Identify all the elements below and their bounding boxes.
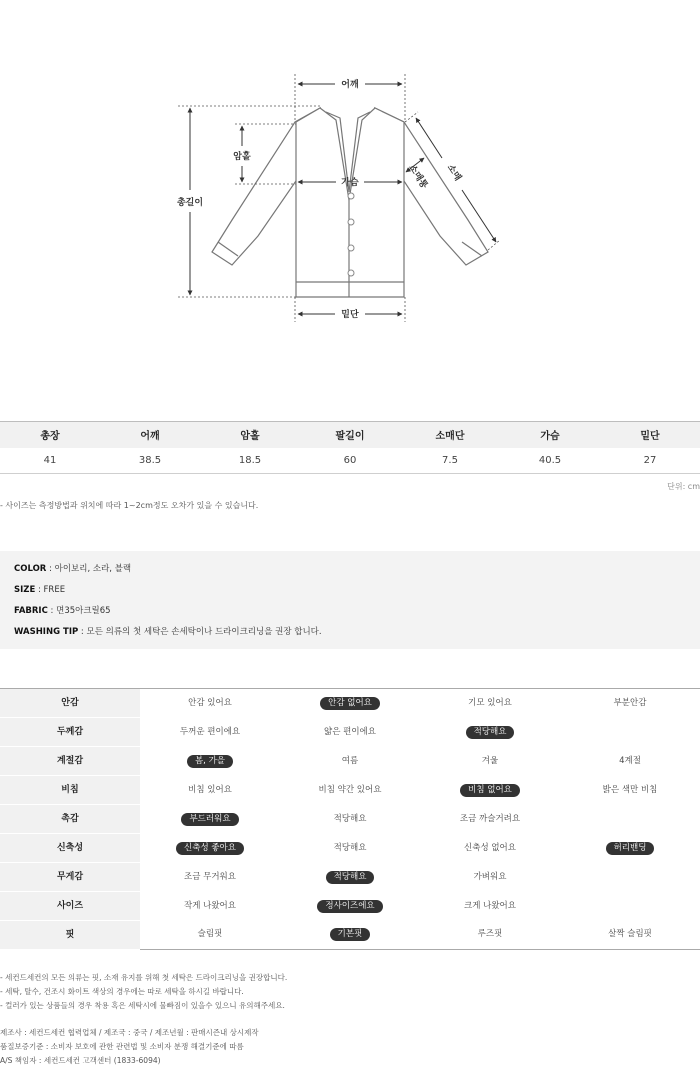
fit-option-cell [560, 747, 700, 776]
header-total-length: 총장 [0, 422, 100, 448]
fit-option: 부분안감 [613, 697, 647, 708]
fit-row [0, 805, 700, 834]
fit-row [0, 689, 700, 718]
fit-row-label: 무게감 [0, 863, 140, 892]
fit-option: 가벼워요 [473, 871, 507, 882]
size-note: - 사이즈는 측정방법과 위치에 따라 1~2cm정도 오차가 있을 수 있습니다. [0, 501, 259, 510]
care-notes [0, 971, 287, 1013]
fit-option-cell [280, 689, 420, 718]
info-color: COLOR : 아이보리, 소라, 블랙 [14, 564, 132, 574]
fit-row-label: 신축성 [0, 834, 140, 863]
fit-option: 슬림핏 [197, 929, 223, 940]
fit-row-label: 핏 [0, 921, 140, 950]
fit-row [0, 718, 700, 747]
fit-row-label: 비침 [0, 776, 140, 805]
fit-option-selected: 안감 없어요 [320, 697, 380, 710]
fit-row [0, 863, 700, 892]
fit-option-selected: 비침 없어요 [460, 784, 520, 797]
fit-option: 여름 [341, 755, 359, 766]
fit-option-cell [420, 689, 560, 718]
fit-option-cell [280, 892, 420, 921]
fit-option: 얇은 편이에요 [324, 726, 376, 737]
fit-option-cell [140, 776, 280, 805]
fit-option-selected: 적당해요 [326, 871, 375, 884]
fit-row [0, 747, 700, 776]
fit-option-cell [140, 718, 280, 747]
fit-option-cell [560, 921, 700, 950]
fit-option-cell [280, 805, 420, 834]
size-table [0, 421, 700, 474]
fit-option-selected: 신축성 좋아요 [176, 842, 244, 855]
fit-option: 적당해요 [333, 842, 367, 853]
label-chest: 가슴 [341, 178, 359, 188]
header-sleeve-length: 팔길이 [300, 422, 400, 448]
fit-option-selected: 허리밴딩 [606, 842, 655, 855]
fit-option-cell [420, 921, 560, 950]
fit-option-cell [420, 834, 560, 863]
fit-row [0, 892, 700, 921]
fit-option: 겨울 [481, 755, 499, 766]
fit-option-cell [280, 834, 420, 863]
fit-option-cell [140, 921, 280, 950]
header-shoulder: 어깨 [100, 422, 200, 448]
fit-option: 살짝 슬림핏 [608, 929, 652, 940]
info-fabric: FABRIC : 면35아크릴65 [14, 606, 111, 616]
maker-line: A/S 책임자 : 세컨드세컨 고객센터 (1833-6094) [0, 1056, 161, 1065]
fit-option-cell [140, 834, 280, 863]
value-shoulder: 38.5 [100, 448, 200, 474]
fit-option: 신축성 없어요 [464, 842, 516, 853]
header-chest: 가슴 [500, 422, 600, 448]
fit-row-label: 사이즈 [0, 892, 140, 921]
value-chest: 40.5 [500, 448, 600, 474]
fit-option-cell [420, 747, 560, 776]
fit-option: 크게 나왔어요 [464, 900, 516, 911]
fit-option: 적당해요 [333, 813, 367, 824]
fit-row [0, 776, 700, 805]
size-table-header [0, 422, 700, 448]
label-total-length: 총길이 [176, 198, 204, 208]
fit-option-cell [560, 892, 700, 921]
fit-option: 조금 까슬거려요 [459, 813, 521, 824]
label-cuff: 소매통 [406, 163, 429, 191]
fit-option: 안감 있어요 [188, 697, 232, 708]
fit-option-selected: 기본핏 [330, 928, 371, 941]
fit-option-cell [280, 776, 420, 805]
value-cuff: 7.5 [400, 448, 500, 474]
fit-option: 두꺼운 편이에요 [179, 726, 241, 737]
fit-option-cell [560, 776, 700, 805]
cardigan-measurement-diagram [0, 60, 700, 340]
fit-row [0, 921, 700, 950]
header-cuff: 소매단 [400, 422, 500, 448]
cardigan-outline [212, 108, 488, 297]
fit-option-cell [280, 863, 420, 892]
fit-option-cell [280, 747, 420, 776]
fit-row-label: 안감 [0, 689, 140, 718]
care-note: - 세탁, 탈수, 건조시 화이트 색상의 경우에는 따로 세탁을 하시길 바랍니다. [0, 987, 244, 996]
fit-option: 비침 약간 있어요 [318, 784, 382, 795]
fit-row-label: 계절감 [0, 747, 140, 776]
fit-option-cell [420, 805, 560, 834]
fit-row-label: 두께감 [0, 718, 140, 747]
label-sleeve: 소매 [444, 162, 463, 183]
header-hem: 밑단 [600, 422, 700, 448]
fit-option: 루즈핏 [477, 929, 503, 940]
fit-option: 밝은 색만 비침 [602, 784, 658, 795]
value-armhole: 18.5 [200, 448, 300, 474]
fit-option: 작게 나왔어요 [184, 900, 236, 911]
care-note: - 컬러가 있는 상품들의 경우 착용 혹은 세탁시에 물빠짐이 있을수 있으니 유의해주세요. [0, 1001, 285, 1010]
fit-option-cell [280, 718, 420, 747]
fit-option-cell [280, 921, 420, 950]
fit-option-cell [560, 718, 700, 747]
fit-option-selected: 봄, 가을 [187, 755, 233, 768]
label-armhole: 암홀 [233, 152, 251, 162]
info-washing-tip: WASHING TIP : 모든 의류의 첫 세탁은 손세탁이나 드라이크리닝을 권장 합니다. [14, 627, 322, 637]
fit-option-cell [560, 834, 700, 863]
product-info-box [0, 551, 700, 649]
fit-option: 조금 무거워요 [184, 871, 236, 882]
maker-line: 제조사 : 세컨드세컨 협력업체 / 제조국 : 중국 / 제조년월 : 판매시즌내 상시제작 [0, 1028, 259, 1037]
fit-option-cell [560, 689, 700, 718]
fit-option: 4계절 [619, 755, 641, 766]
fit-option-cell [560, 863, 700, 892]
fit-option-cell [140, 747, 280, 776]
maker-line: 품질보증기준 : 소비자 보호에 관한 관련법 및 소비자 분쟁 해결기준에 따름 [0, 1042, 244, 1051]
fit-option-selected: 부드러워요 [181, 813, 238, 826]
fit-option-cell [140, 689, 280, 718]
manufacturer-info [0, 1026, 259, 1068]
header-armhole: 암홀 [200, 422, 300, 448]
fit-option: 비침 있어요 [188, 784, 232, 795]
unit-label: 단위: cm [667, 482, 700, 491]
fit-table [0, 688, 700, 950]
fit-option-cell [560, 805, 700, 834]
fit-option-cell [420, 718, 560, 747]
value-sleeve-length: 60 [300, 448, 400, 474]
fit-option-cell [140, 892, 280, 921]
label-hem: 밑단 [341, 310, 359, 320]
info-size: SIZE : FREE [14, 585, 66, 595]
fit-option-cell [420, 863, 560, 892]
fit-option: 기모 있어요 [468, 697, 512, 708]
fit-row [0, 834, 700, 863]
value-total-length: 41 [0, 448, 100, 474]
size-table-row [0, 448, 700, 474]
fit-option-cell [420, 892, 560, 921]
fit-row-label: 촉감 [0, 805, 140, 834]
fit-option-selected: 정사이즈에요 [317, 900, 382, 913]
value-hem: 27 [600, 448, 700, 474]
label-shoulder: 어깨 [341, 80, 359, 90]
care-note: - 세컨드세컨의 모든 의류는 핏, 소재 유지를 위해 첫 세탁은 드라이크리닝을 권장합니다. [0, 973, 288, 982]
fit-option-cell [140, 863, 280, 892]
fit-option-cell [420, 776, 560, 805]
fit-option-selected: 적당해요 [466, 726, 515, 739]
fit-option-cell [140, 805, 280, 834]
